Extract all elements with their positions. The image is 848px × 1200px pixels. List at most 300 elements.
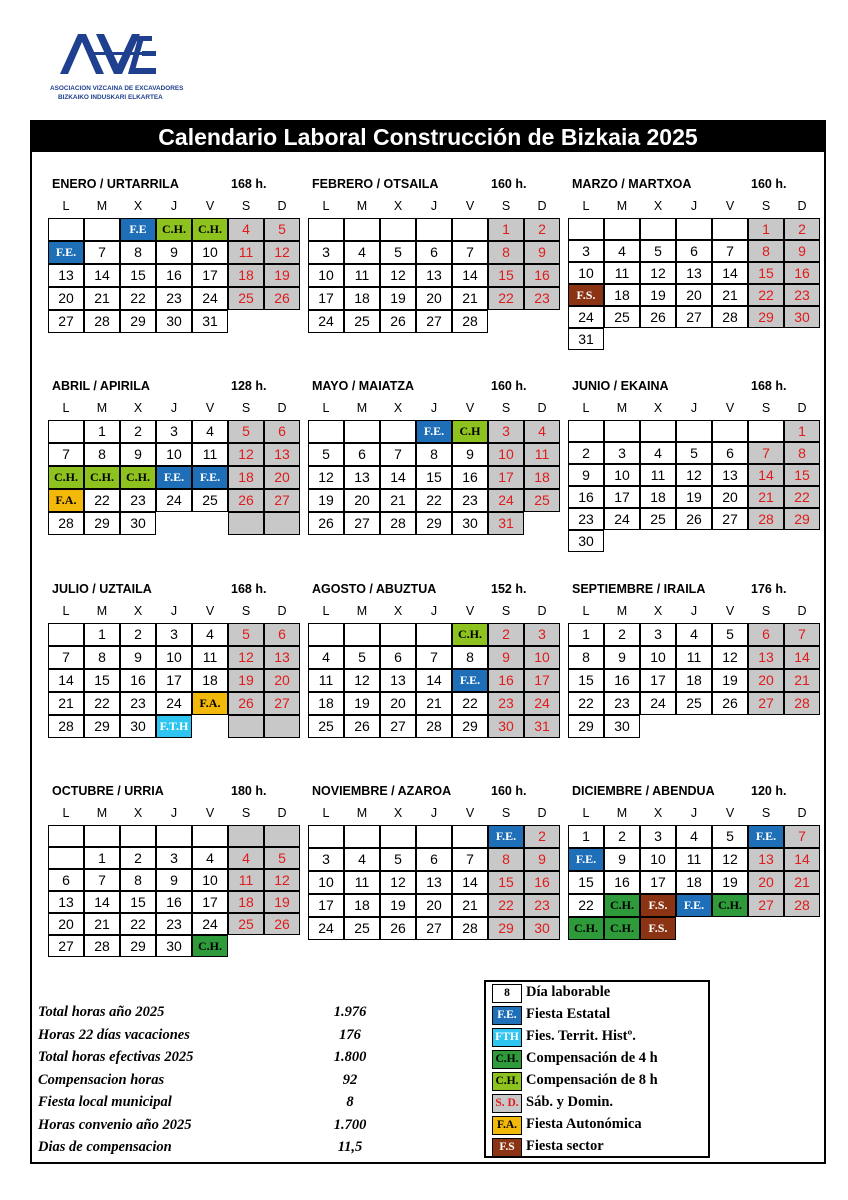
weekend-cell bbox=[228, 715, 264, 738]
weekday-label: J bbox=[690, 806, 698, 820]
weekday-label: J bbox=[690, 199, 698, 213]
day-cell bbox=[48, 825, 84, 847]
day-cell bbox=[416, 825, 452, 848]
day-cell: 25 bbox=[192, 489, 228, 512]
legend-swatch: S. D. bbox=[492, 1094, 522, 1113]
day-cell: 9 bbox=[604, 848, 640, 871]
weekend-cell: 26 bbox=[228, 489, 264, 512]
day-cell: 30 bbox=[120, 512, 156, 535]
day-cell: 18 bbox=[192, 669, 228, 692]
weekday-label: J bbox=[170, 806, 178, 820]
day-cell: 25 bbox=[640, 508, 676, 530]
summary-row bbox=[38, 1049, 478, 1071]
day-cell: 7 bbox=[452, 241, 488, 264]
day-cell: 5 bbox=[676, 442, 712, 464]
day-cell: 15 bbox=[120, 264, 156, 287]
association-logo bbox=[48, 34, 198, 106]
holiday-cell: C.H. bbox=[712, 894, 748, 917]
weekday-label: D bbox=[797, 401, 807, 415]
weekend-cell: 29 bbox=[488, 917, 524, 940]
weekday-label: S bbox=[501, 806, 511, 820]
day-cell: 8 bbox=[416, 443, 452, 466]
day-cell: 13 bbox=[712, 464, 748, 486]
holiday-cell: F.A. bbox=[192, 692, 228, 715]
month-name: ABRIL / APIRILA bbox=[52, 379, 150, 393]
weekday-label: S bbox=[241, 401, 251, 415]
day-cell: 26 bbox=[344, 715, 380, 738]
day-cell: 21 bbox=[452, 287, 488, 310]
day-cell bbox=[604, 420, 640, 442]
day-cell: 15 bbox=[568, 669, 604, 692]
day-cell: 18 bbox=[640, 486, 676, 508]
day-cell: 27 bbox=[344, 512, 380, 535]
weekend-cell: 2 bbox=[488, 623, 524, 646]
day-cell: 2 bbox=[604, 623, 640, 646]
summary-row bbox=[38, 1139, 478, 1161]
weekday-label: L bbox=[322, 401, 330, 415]
weekend-cell: 31 bbox=[524, 715, 560, 738]
day-cell bbox=[308, 218, 344, 241]
summary-label: Total horas año 2025 bbox=[38, 1004, 165, 1020]
day-cell: 8 bbox=[84, 443, 120, 466]
day-cell bbox=[344, 218, 380, 241]
day-cell: 30 bbox=[120, 715, 156, 738]
weekday-label: J bbox=[170, 401, 178, 415]
weekend-cell: 22 bbox=[748, 284, 784, 306]
holiday-cell: C.H. bbox=[48, 466, 84, 489]
weekday-label: S bbox=[241, 199, 251, 213]
day-cell: 3 bbox=[568, 240, 604, 262]
day-cell bbox=[380, 623, 416, 646]
day-cell: 3 bbox=[640, 623, 676, 646]
month-name: JULIO / UZTAILA bbox=[52, 582, 152, 596]
day-cell bbox=[48, 623, 84, 646]
day-cell bbox=[380, 218, 416, 241]
day-cell: 18 bbox=[344, 894, 380, 917]
day-cell: 14 bbox=[84, 891, 120, 913]
weekday-label: S bbox=[501, 401, 511, 415]
day-cell: 18 bbox=[344, 287, 380, 310]
day-cell: 7 bbox=[452, 848, 488, 871]
weekday-label: M bbox=[616, 806, 628, 820]
weekend-cell bbox=[228, 512, 264, 535]
weekend-cell bbox=[264, 715, 300, 738]
weekend-cell: 23 bbox=[784, 284, 820, 306]
summary-row bbox=[38, 1094, 478, 1116]
day-cell bbox=[344, 623, 380, 646]
weekend-cell: 29 bbox=[748, 306, 784, 328]
weekend-cell: 2 bbox=[524, 218, 560, 241]
weekend-cell: 2 bbox=[524, 825, 560, 848]
holiday-cell: F.E bbox=[120, 218, 156, 241]
day-cell: 13 bbox=[676, 262, 712, 284]
day-cell: 28 bbox=[48, 715, 84, 738]
summary-label: Total horas efectivas 2025 bbox=[38, 1049, 194, 1065]
day-cell: 20 bbox=[712, 486, 748, 508]
weekday-label: D bbox=[537, 199, 547, 213]
day-cell: 12 bbox=[712, 848, 748, 871]
day-cell: 1 bbox=[84, 847, 120, 869]
weekday-label: X bbox=[133, 199, 143, 213]
day-cell: 1 bbox=[568, 623, 604, 646]
holiday-cell: F.S. bbox=[640, 917, 676, 940]
summary-label: Dias de compensacion bbox=[38, 1139, 172, 1155]
day-cell: 3 bbox=[308, 241, 344, 264]
month-header bbox=[568, 177, 828, 193]
day-cell: 10 bbox=[308, 871, 344, 894]
weekend-cell: 27 bbox=[748, 692, 784, 715]
weekend-cell: 22 bbox=[488, 894, 524, 917]
legend-label: Sáb. y Domin. bbox=[526, 1094, 614, 1110]
day-cell: 11 bbox=[308, 669, 344, 692]
weekend-cell: 10 bbox=[488, 443, 524, 466]
weekday-label: X bbox=[653, 604, 663, 618]
day-cell: 21 bbox=[416, 692, 452, 715]
day-cell: 27 bbox=[712, 508, 748, 530]
day-cell: 25 bbox=[344, 917, 380, 940]
day-cell: 20 bbox=[676, 284, 712, 306]
day-cell: 26 bbox=[640, 306, 676, 328]
day-cell: 12 bbox=[712, 646, 748, 669]
weekend-cell: 11 bbox=[228, 869, 264, 891]
weekday-label: J bbox=[690, 401, 698, 415]
weekday-label: X bbox=[653, 806, 663, 820]
day-cell bbox=[308, 623, 344, 646]
summary-row bbox=[38, 1117, 478, 1139]
weekend-cell: 27 bbox=[748, 894, 784, 917]
summary-value: 11,5 bbox=[337, 1139, 363, 1155]
day-cell: 19 bbox=[676, 486, 712, 508]
page-title: Calendario Laboral Construcción de Bizkaia 2025 bbox=[32, 122, 824, 152]
day-cell: 20 bbox=[380, 692, 416, 715]
weekend-cell: 20 bbox=[748, 669, 784, 692]
day-cell: 3 bbox=[308, 848, 344, 871]
day-cell bbox=[156, 825, 192, 847]
day-cell: 4 bbox=[640, 442, 676, 464]
day-cell: 10 bbox=[640, 646, 676, 669]
month-hours: 120 h. bbox=[751, 784, 787, 798]
day-cell: 10 bbox=[568, 262, 604, 284]
day-cell: 23 bbox=[156, 287, 192, 310]
summary-label: Horas convenio año 2025 bbox=[38, 1116, 192, 1133]
legend-swatch: FTH bbox=[492, 1028, 522, 1047]
weekend-cell: 16 bbox=[784, 262, 820, 284]
holiday-cell: F.E. bbox=[568, 848, 604, 871]
weekend-cell: 26 bbox=[264, 287, 300, 310]
weekend-cell: 28 bbox=[784, 692, 820, 715]
weekend-cell: 9 bbox=[524, 241, 560, 264]
day-cell: 31 bbox=[192, 310, 228, 333]
day-cell: 18 bbox=[676, 669, 712, 692]
month-name: FEBRERO / OTSAILA bbox=[312, 177, 439, 191]
weekday-label: S bbox=[501, 604, 511, 618]
weekday-label: X bbox=[653, 199, 663, 213]
weekend-cell: 8 bbox=[488, 848, 524, 871]
holiday-cell: F.E. bbox=[452, 669, 488, 692]
weekday-label: M bbox=[616, 199, 628, 213]
day-cell: 20 bbox=[344, 489, 380, 512]
legend-swatch: 8 bbox=[492, 984, 522, 1003]
weekday-label: S bbox=[241, 604, 251, 618]
legend-row bbox=[486, 1005, 708, 1027]
weekday-label: D bbox=[537, 806, 547, 820]
day-cell: 15 bbox=[120, 891, 156, 913]
month-hours: 128 h. bbox=[231, 379, 267, 393]
month-hours: 160 h. bbox=[491, 784, 527, 798]
holiday-cell: C.H. bbox=[84, 466, 120, 489]
weekend-cell: 30 bbox=[488, 715, 524, 738]
day-cell: 9 bbox=[452, 443, 488, 466]
holiday-cell: C.H. bbox=[192, 935, 228, 957]
day-cell bbox=[48, 218, 84, 241]
weekend-cell: 15 bbox=[488, 871, 524, 894]
weekend-cell: 16 bbox=[524, 264, 560, 287]
weekend-cell: 4 bbox=[228, 218, 264, 241]
day-cell: 23 bbox=[452, 489, 488, 512]
summary-value: 1.976 bbox=[333, 1004, 367, 1020]
month-hours: 176 h. bbox=[751, 582, 787, 596]
day-cell: 29 bbox=[120, 935, 156, 957]
weekday-label: M bbox=[96, 806, 108, 820]
weekday-label: D bbox=[537, 401, 547, 415]
day-cell: 19 bbox=[308, 489, 344, 512]
day-cell: 10 bbox=[192, 241, 228, 264]
day-cell: 11 bbox=[192, 443, 228, 466]
weekend-cell: 25 bbox=[228, 913, 264, 935]
day-cell: 11 bbox=[676, 848, 712, 871]
day-cell: 12 bbox=[344, 669, 380, 692]
day-cell: 8 bbox=[568, 646, 604, 669]
weekend-cell: 19 bbox=[264, 891, 300, 913]
weekday-label: J bbox=[430, 199, 438, 213]
holiday-cell: F.E. bbox=[192, 466, 228, 489]
legend-row bbox=[486, 1115, 708, 1137]
month-name: ENERO / URTARRILA bbox=[52, 177, 179, 191]
holiday-cell: C.H. bbox=[192, 218, 228, 241]
day-cell: 23 bbox=[120, 489, 156, 512]
weekday-label: D bbox=[537, 604, 547, 618]
day-cell: 9 bbox=[156, 869, 192, 891]
legend-label: Fies. Territ. Histº. bbox=[526, 1028, 636, 1044]
holiday-cell: F.E. bbox=[416, 420, 452, 443]
day-cell: 28 bbox=[84, 935, 120, 957]
day-cell: 16 bbox=[156, 891, 192, 913]
weekend-cell: 8 bbox=[748, 240, 784, 262]
holiday-cell: C.H. bbox=[604, 917, 640, 940]
legend-label: Día laborable bbox=[526, 984, 611, 1000]
day-cell bbox=[568, 218, 604, 240]
day-cell bbox=[344, 420, 380, 443]
month-header bbox=[568, 379, 828, 395]
day-cell: 16 bbox=[452, 466, 488, 489]
day-cell: 21 bbox=[380, 489, 416, 512]
weekday-label: L bbox=[582, 401, 590, 415]
day-cell: 13 bbox=[344, 466, 380, 489]
day-cell: 19 bbox=[380, 287, 416, 310]
month-hours: 160 h. bbox=[751, 177, 787, 191]
day-cell: 23 bbox=[120, 692, 156, 715]
month-header bbox=[308, 784, 568, 800]
weekend-cell: 31 bbox=[488, 512, 524, 535]
month-name: NOVIEMBRE / AZAROA bbox=[312, 784, 452, 798]
weekend-cell: 23 bbox=[524, 287, 560, 310]
weekday-label: V bbox=[465, 806, 475, 820]
legend-row bbox=[486, 1093, 708, 1115]
weekday-label: V bbox=[205, 199, 215, 213]
day-cell: 13 bbox=[380, 669, 416, 692]
day-cell: 21 bbox=[84, 287, 120, 310]
day-cell: 15 bbox=[84, 669, 120, 692]
day-cell bbox=[380, 825, 416, 848]
day-cell: 25 bbox=[604, 306, 640, 328]
day-cell: 22 bbox=[452, 692, 488, 715]
day-cell: 4 bbox=[676, 825, 712, 848]
weekday-label: L bbox=[582, 199, 590, 213]
day-cell: 31 bbox=[568, 328, 604, 350]
day-cell: 5 bbox=[640, 240, 676, 262]
day-cell: 29 bbox=[120, 310, 156, 333]
day-cell: 26 bbox=[380, 917, 416, 940]
legend-row bbox=[486, 983, 708, 1005]
day-cell bbox=[748, 420, 784, 442]
weekend-cell: 1 bbox=[784, 420, 820, 442]
weekend-cell: 28 bbox=[748, 508, 784, 530]
day-cell: 25 bbox=[676, 692, 712, 715]
summary-label: Compensacion horas bbox=[38, 1071, 165, 1088]
day-cell: 30 bbox=[604, 715, 640, 738]
day-cell: 7 bbox=[84, 869, 120, 891]
day-cell: 16 bbox=[604, 871, 640, 894]
month-header bbox=[308, 582, 568, 598]
weekend-cell: 26 bbox=[264, 913, 300, 935]
day-cell: 11 bbox=[344, 264, 380, 287]
day-cell: 14 bbox=[712, 262, 748, 284]
day-cell: 9 bbox=[156, 241, 192, 264]
weekday-label: X bbox=[133, 401, 143, 415]
weekday-label: X bbox=[133, 604, 143, 618]
weekday-label: L bbox=[322, 806, 330, 820]
weekday-label: L bbox=[322, 199, 330, 213]
day-cell: 10 bbox=[308, 264, 344, 287]
day-cell: 12 bbox=[308, 466, 344, 489]
weekend-cell: 16 bbox=[488, 669, 524, 692]
weekend-cell: 5 bbox=[228, 623, 264, 646]
summary-label: Horas 22 días vacaciones bbox=[38, 1026, 190, 1043]
summary-label: Fiesta local municipal bbox=[38, 1094, 172, 1110]
summary-value: 8 bbox=[346, 1094, 354, 1110]
month-header bbox=[48, 582, 308, 598]
weekend-cell: 1 bbox=[488, 218, 524, 241]
day-cell: 2 bbox=[120, 420, 156, 443]
day-cell: 27 bbox=[676, 306, 712, 328]
day-cell: 13 bbox=[48, 891, 84, 913]
day-cell: 14 bbox=[48, 669, 84, 692]
weekend-cell: 24 bbox=[524, 692, 560, 715]
day-cell: 21 bbox=[48, 692, 84, 715]
day-cell: 12 bbox=[676, 464, 712, 486]
day-cell: 4 bbox=[344, 241, 380, 264]
logo-line-2: BIZKAIKO INDUSKARI ELKARTEA bbox=[58, 94, 163, 101]
day-cell: 28 bbox=[452, 310, 488, 333]
day-cell: 18 bbox=[308, 692, 344, 715]
day-cell: 6 bbox=[380, 646, 416, 669]
weekday-label: V bbox=[725, 604, 735, 618]
day-cell bbox=[84, 218, 120, 241]
day-cell: 9 bbox=[120, 646, 156, 669]
logo-icon bbox=[48, 34, 198, 106]
month-name: JUNIO / EKAINA bbox=[572, 379, 669, 393]
day-cell: 12 bbox=[380, 264, 416, 287]
weekend-cell: 12 bbox=[228, 443, 264, 466]
legend-swatch: C.H. bbox=[492, 1050, 522, 1069]
day-cell: 28 bbox=[712, 306, 748, 328]
day-cell: 5 bbox=[344, 646, 380, 669]
weekend-cell: 30 bbox=[784, 306, 820, 328]
holiday-cell: F.S. bbox=[640, 894, 676, 917]
day-cell: 1 bbox=[84, 420, 120, 443]
day-cell: 1 bbox=[84, 623, 120, 646]
summary-value: 176 bbox=[339, 1026, 361, 1043]
weekend-cell: 16 bbox=[524, 871, 560, 894]
day-cell: 10 bbox=[156, 443, 192, 466]
weekend-cell: 30 bbox=[524, 917, 560, 940]
day-cell: 19 bbox=[712, 871, 748, 894]
day-cell: 11 bbox=[344, 871, 380, 894]
holiday-cell: F.E. bbox=[748, 825, 784, 848]
weekday-label: S bbox=[761, 604, 771, 618]
holiday-cell: F.E. bbox=[488, 825, 524, 848]
day-cell: 19 bbox=[380, 894, 416, 917]
weekend-cell: 20 bbox=[264, 466, 300, 489]
day-cell bbox=[308, 825, 344, 848]
day-cell: 24 bbox=[604, 508, 640, 530]
month-hours: 168 h. bbox=[231, 177, 267, 191]
weekend-cell: 15 bbox=[748, 262, 784, 284]
day-cell: 24 bbox=[640, 692, 676, 715]
day-cell: 4 bbox=[344, 848, 380, 871]
day-cell: 3 bbox=[156, 623, 192, 646]
weekday-label: M bbox=[356, 199, 368, 213]
day-cell: 25 bbox=[308, 715, 344, 738]
weekend-cell: 21 bbox=[784, 669, 820, 692]
holiday-cell: F.S. bbox=[568, 284, 604, 306]
weekend-cell: 19 bbox=[228, 669, 264, 692]
weekday-label: J bbox=[170, 604, 178, 618]
weekend-cell: 5 bbox=[228, 420, 264, 443]
day-cell bbox=[452, 218, 488, 241]
day-cell: 4 bbox=[676, 623, 712, 646]
day-cell bbox=[640, 218, 676, 240]
weekend-cell: 18 bbox=[524, 466, 560, 489]
legend-row bbox=[486, 1027, 708, 1049]
month-hours: 168 h. bbox=[751, 379, 787, 393]
day-cell: 11 bbox=[640, 464, 676, 486]
weekday-label: D bbox=[277, 604, 287, 618]
day-cell: 2 bbox=[120, 623, 156, 646]
weekday-label: L bbox=[62, 401, 70, 415]
weekend-cell: 9 bbox=[524, 848, 560, 871]
weekend-cell: 12 bbox=[264, 869, 300, 891]
day-cell: 5 bbox=[308, 443, 344, 466]
day-cell: 19 bbox=[640, 284, 676, 306]
weekday-label: J bbox=[430, 401, 438, 415]
weekend-cell: 6 bbox=[264, 420, 300, 443]
day-cell: 16 bbox=[604, 669, 640, 692]
holiday-cell: C.H. bbox=[568, 917, 604, 940]
day-cell: 24 bbox=[192, 913, 228, 935]
day-cell: 23 bbox=[568, 508, 604, 530]
day-cell: 15 bbox=[416, 466, 452, 489]
